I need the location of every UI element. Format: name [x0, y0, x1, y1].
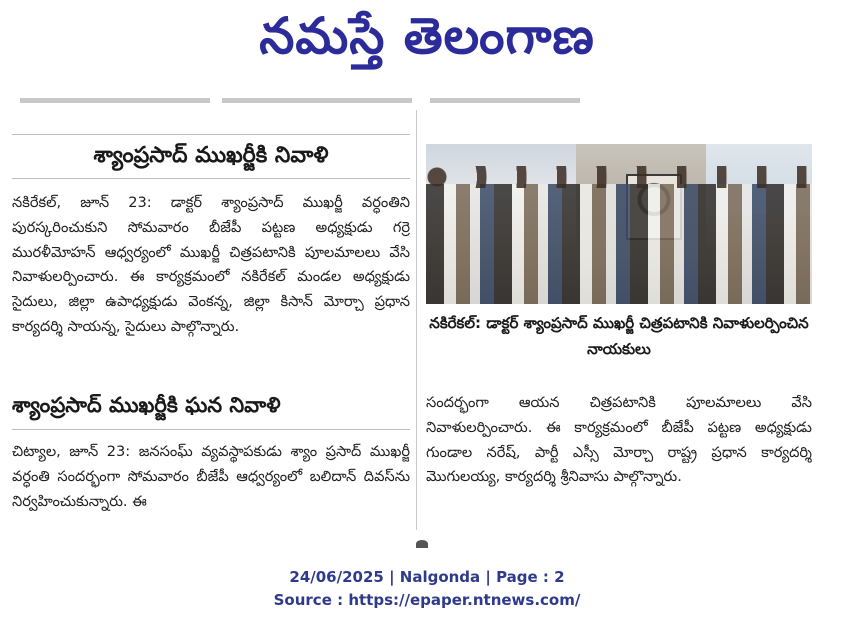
cut-off-text-strip — [12, 96, 812, 106]
headline-rule — [12, 429, 410, 430]
article-body-2: చిట్యాల, జూన్ 23: జనసంఘ్ వ్యవస్థాపకుడు శ్యాం ప్రసాద్ ముఖర్జీ వర్ధంతి సందర్భంగా సోమవారం బీజేపీ ఆధ్వర్యంలో బలిదాన్ దివస్‌ను నిర్వహించుకున్నారు. ఈ — [12, 443, 410, 510]
photo-heads — [426, 166, 812, 188]
headline-rule — [12, 178, 410, 179]
right-column — [426, 106, 812, 548]
footer-source-line: Source : https://epaper.ntnews.com/ — [273, 591, 581, 609]
column-divider — [416, 110, 417, 530]
article-body-continued: సందర్భంగా ఆయన చిత్రపటానికి పూలమాలలు వేసి నివాళులర్పించారు. ఈ కార్యక్రమంలో బీజేపీ పట్టణ అధ్యక్షుడు గుండాల నరేష్, పార్టీ ఎస్సీ మోర్చా రాష్ట్ర ప్రధాన కార్యదర్శి మొగులయ్య, కార్యదర్శి శ్రీనివాసు పాల్గొన్నారు. — [426, 394, 812, 486]
article-body: నకిరేకల్, జూన్ 23: డాక్టర్ శ్యాంప్రసాద్ ముఖర్జీ వర్ధంతిని పురస్కరించుకుని సోమవారం బీజేపీ పట్టణ అధ్యక్షుడు గర్రె మురళీమోహన్ ఆధ్వర్యంలో ముఖర్జీ చిత్రపటానికి పూలమాలలు వేసి నివాళులర్పించారు. ఈ కార్యక్రమంలో నకిరేకల్ మండల అధ్యక్షుడు సైదులు, జిల్లా ఉపాధ్యక్షుడు వెంకన్న, జిల్లా కిసాన్ మోర్చా ప్రధాన కార్యదర్శి సాయన్న, సైదులు పాల్గొన్నారు. — [12, 194, 410, 335]
footer-date-line: 24/06/2025 | Nalgonda | Page : 2 — [289, 568, 565, 586]
headline-rule — [12, 134, 410, 135]
news-photo — [426, 144, 812, 304]
newspaper-masthead: నమస్తే తెలంగాణ — [259, 7, 595, 65]
photo-caption: నకిరేకల్: డాక్టర్ శ్యాంప్రసాద్ ముఖర్జీ చిత్రపటానికి నివాళులర్పించిన నాయకులు — [429, 314, 809, 358]
photo-crowd — [426, 184, 812, 304]
article-headline: శ్యాంప్రసాద్ ముఖర్జీకి నివాళి — [93, 143, 329, 168]
left-column — [12, 106, 410, 548]
news-clipping — [12, 96, 812, 548]
article-headline-2: శ్యాంప్రసాద్ ముఖర్జీకి ఘన నివాళి — [12, 393, 281, 417]
cut-off-glyph — [416, 540, 428, 548]
